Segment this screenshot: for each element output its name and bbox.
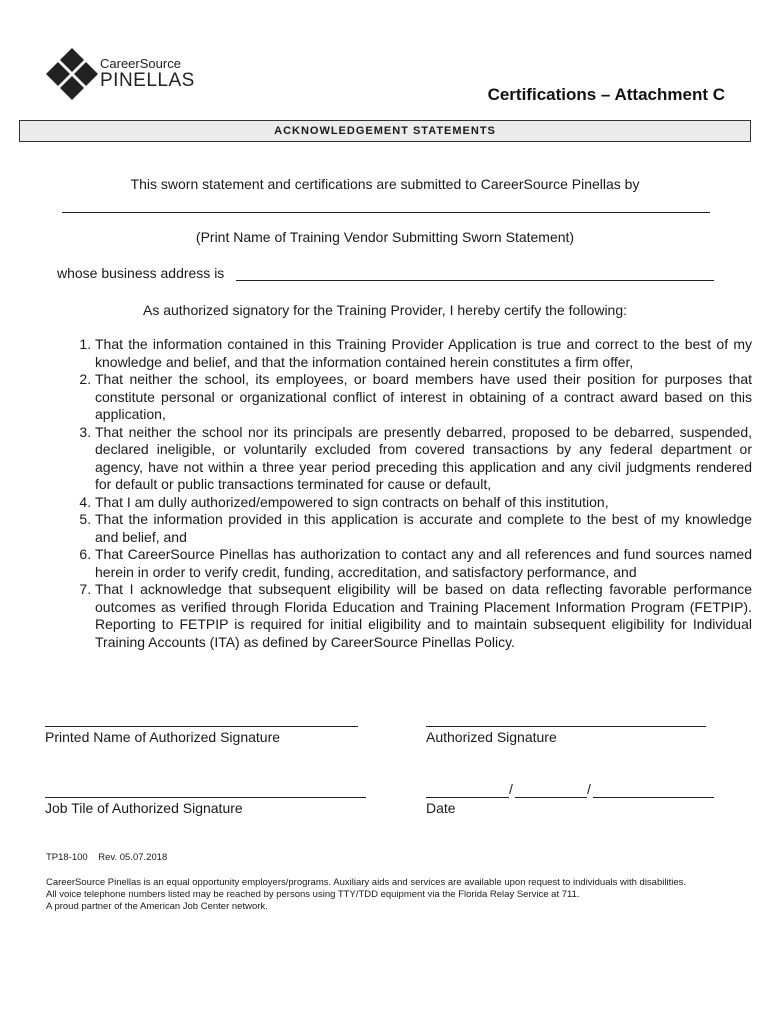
section-header: ACKNOWLEDGEMENT STATEMENTS	[19, 120, 751, 142]
date-month-field[interactable]	[426, 783, 509, 798]
date-label: Date	[426, 800, 456, 816]
job-title-label: Job Tile of Authorized Signature	[45, 800, 243, 816]
address-label: whose business address is	[57, 265, 225, 281]
footer-line: All voice telephone numbers listed may be reached by persons using TTY/TDD equipment via the Florida Relay Service at 711.	[46, 889, 580, 900]
business-address-field[interactable]	[236, 265, 714, 281]
intro-statement: This sworn statement and certifications are submitted to CareerSource Pinellas by	[130, 176, 640, 192]
certification-item: 6. That CareerSource Pinellas has authorization to contact any and all references and fund sources named herein in order to verify credit, funding, accreditation, and satisfactory performance, and	[95, 546, 752, 581]
certification-item: 2. That neither the school, its employees, or board members have used their position for purposes that constitute personal or organizational conflict of interest in obtaining of a contract award based on this application,	[95, 371, 752, 424]
footer-notice	[46, 877, 736, 913]
certification-item: 7. That I acknowledge that subsequent eligibility will be based on data reflecting favorable performance outcomes as verified through Florida Education and Training Placement Information Program (FETPIP). Reporting to FETPIP is required for initial eligibility and to maintain subsequent eligibility for Individual Training Accounts (ITA) as defined by CareerSource Pinellas Policy.	[95, 581, 752, 651]
certification-list	[68, 336, 752, 651]
vendor-name-caption: (Print Name of Training Vendor Submitting Sworn Statement)	[195, 229, 575, 245]
certification-item: 3. That neither the school nor its principals are presently debarred, proposed to be debarred, suspended, declared ineligible, or voluntarily excluded from covered transactions by any federal department or agency, have not within a three year period preceding this application and any civil judgments rendered for default or public transactions terminated for cause or default,	[95, 424, 752, 494]
careersource-logo	[44, 46, 194, 102]
footer-line: CareerSource Pinellas is an equal opportunity employers/programs. Auxiliary aids and services are available upon request to individuals with disabilities.	[46, 877, 687, 888]
date-separator: /	[587, 781, 591, 797]
vendor-name-field[interactable]	[62, 212, 710, 213]
certification-item: 4. That I am dully authorized/empowered to sign contracts on behalf of this institution,	[95, 494, 752, 512]
footer-line: A proud partner of the American Job Center network.	[46, 901, 268, 912]
document-title: Certifications – Attachment C	[487, 85, 725, 104]
logo-diamond-icon	[44, 46, 100, 102]
form-id: TP18-100 Rev. 05.07.2018	[46, 852, 168, 863]
date-year-field[interactable]	[593, 783, 714, 798]
certification-item: 1. That the information contained in this Training Provider Application is true and correct to the best of my knowledge and belief, and that the information contained herein constitutes a firm offer,	[95, 336, 752, 371]
authorized-signature-field[interactable]	[426, 712, 706, 727]
printed-name-field[interactable]	[45, 712, 358, 727]
logo-line1: CareerSource	[100, 56, 181, 71]
certify-statement: As authorized signatory for the Training Provider, I hereby certify the following:	[142, 302, 628, 318]
date-day-field[interactable]	[515, 783, 587, 798]
authorized-signature-label: Authorized Signature	[426, 729, 557, 745]
certification-item: 5. That the information provided in this application is accurate and complete to the best of my knowledge and belief, and	[95, 511, 752, 546]
printed-name-label: Printed Name of Authorized Signature	[45, 729, 281, 745]
job-title-field[interactable]	[45, 783, 366, 798]
date-separator: /	[509, 781, 513, 797]
logo-line2: PINELLAS	[100, 70, 195, 91]
